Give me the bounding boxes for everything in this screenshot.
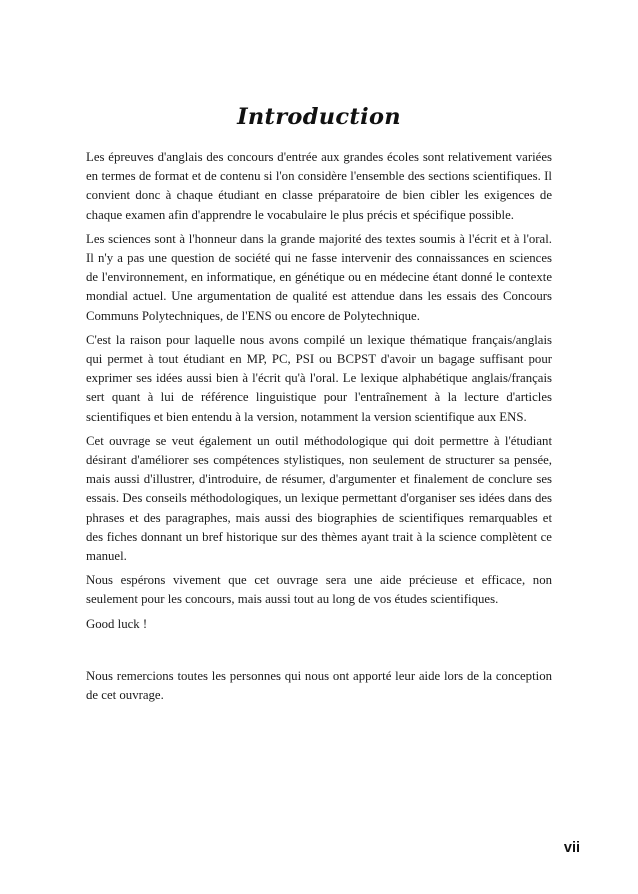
page-title: Introduction [237, 104, 401, 131]
paragraph-6: Good luck ! [86, 616, 148, 631]
acknowledgement: Nous remercions toutes les personnes qui nous ont apporté leur aide lors de la conception de cet ouvrage. [86, 668, 552, 703]
paragraph-1: Les épreuves d'anglais des concours d'entrée aux grandes écoles sont relativement variées en termes de format et de contenu si l'on considère l'ensemble des sections scientifiques. Il convient donc à chaque étudiant en classe préparatoire de bien cibler les exigences de chaque examen afin d'apprendre le vocabulaire le plus précis et spécifique possible. [86, 150, 552, 222]
paragraph-4: Cet ouvrage se veut également un outil méthodologique qui doit permettre à l'étudiant désirant d'améliorer ses compétences stylistiques, non seulement de structurer sa pensée, mais aussi d'illustrer, d'introduire, de résumer, d'argumenter et finalement de conclure ses essais. Des conseils méthodologiques, un lexique permettant d'organiser ses idées dans des phrases et des paragraphes, mais aussi des biographies de scientifiques remarquables et des fiches donnant un bref historique sur des thèmes ayant trait à la science complètent ce manuel. [86, 433, 552, 564]
page-number: vii [563, 840, 580, 856]
paragraph-3: C'est la raison pour laquelle nous avons compilé un lexique thématique français/anglais qui permet à tout étudiant en MP, PC, PSI ou BCPST d'avoir un bagage suffisant pour exprimer ses idées aussi bien à l'écrit qu'à l'oral. Le lexique alphabétique anglais/français sert quant à lui de référence linguistique pour l'entraînement à la lecture d'articles scientifiques et bien entendu à la version, notamment la version scientifique aux ENS. [86, 332, 552, 424]
body-text [86, 148, 552, 710]
paragraph-2: Les sciences sont à l'honneur dans la grande majorité des textes soumis à l'écrit et à l'oral. Il n'y a pas une question de société qui ne fasse intervenir des connaissances en sciences de l'environnement, en informatique, en génétique ou en médecine étant donné le contexte mondial actuel. Une argumentation de qualité est attendue dans les essais des Concours Communs Polytechniques, de l'ENS ou encore de Polytechnique. [86, 231, 552, 323]
paragraph-5: Nous espérons vivement que cet ouvrage sera une aide précieuse et efficace, non seulement pour les concours, mais aussi tout au long de vos études scientifiques. [86, 573, 552, 607]
